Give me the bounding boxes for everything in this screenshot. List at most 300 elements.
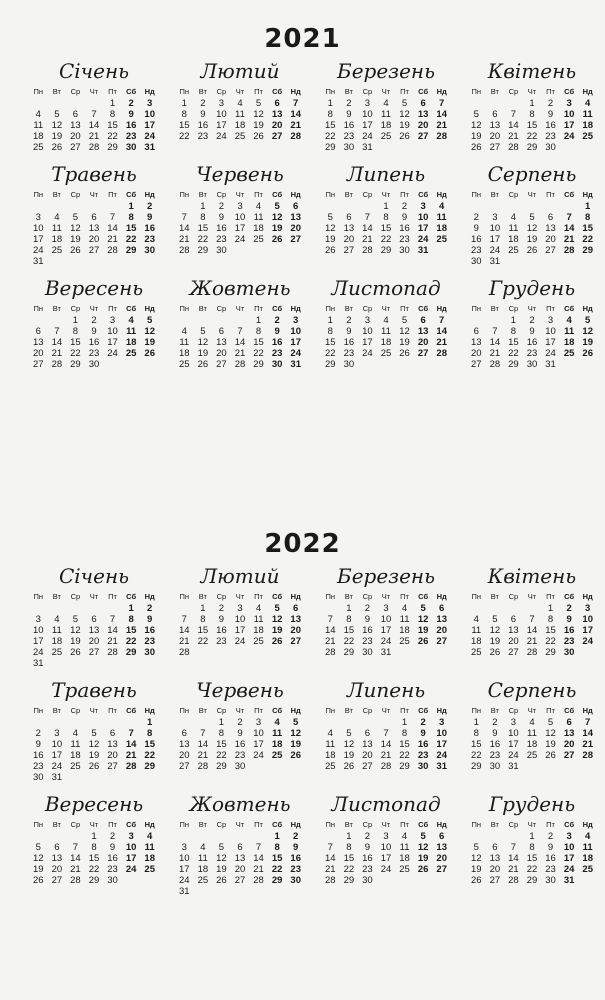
week-row: [29, 739, 159, 750]
day-number: 10: [545, 326, 556, 337]
day-number: 17: [32, 636, 44, 647]
day-number: 18: [563, 337, 575, 348]
month-name: Березень: [337, 564, 435, 588]
day-number: 7: [54, 326, 60, 337]
weekday-label: Сб: [564, 706, 575, 715]
weekday-label: Ср: [362, 304, 373, 313]
weekday-header: [321, 705, 451, 717]
week-row: [321, 625, 451, 636]
day-number: 5: [473, 842, 479, 853]
month-name: Грудень: [488, 792, 576, 816]
week-row: [467, 223, 597, 234]
weekday-label: Ср: [216, 592, 227, 601]
day-number: 20: [32, 348, 44, 359]
week-row: [29, 614, 159, 625]
week-row: [175, 853, 305, 864]
day-number: 19: [271, 625, 283, 636]
day-number: 11: [33, 120, 44, 131]
day-number: 30: [343, 142, 355, 153]
day-number: 13: [88, 625, 100, 636]
day-number: 25: [253, 636, 264, 647]
week-row: [321, 359, 451, 370]
weekday-header: [467, 86, 597, 98]
day-number: 3: [255, 717, 262, 728]
weekday-label: Сб: [272, 592, 283, 601]
day-number: 10: [563, 109, 575, 120]
day-number: 18: [380, 120, 392, 131]
day-number: 10: [362, 326, 373, 337]
weekday-label: Пт: [254, 592, 263, 601]
week-row: [29, 201, 159, 212]
day-number: 27: [417, 131, 429, 142]
day-number: 2: [293, 831, 299, 842]
day-number: 21: [436, 337, 447, 348]
empty-day: [48, 315, 67, 326]
day-number: 8: [327, 109, 333, 120]
day-number: 8: [147, 728, 153, 739]
weekday-header: [467, 189, 597, 201]
day-number: 15: [216, 739, 227, 750]
day-number: 11: [381, 109, 391, 120]
week-row: [175, 875, 305, 886]
day-number: 27: [234, 875, 246, 886]
day-number: 23: [343, 348, 355, 359]
week-row: [321, 853, 451, 864]
weekday-header: [29, 86, 159, 98]
weekday-label: Вт: [344, 304, 353, 313]
day-number: 11: [399, 842, 410, 853]
week-row: [175, 348, 305, 359]
empty-day: [48, 98, 67, 109]
day-number: 3: [420, 201, 426, 212]
day-number: 2: [274, 315, 280, 326]
month-calendar: [321, 159, 451, 267]
day-number: 5: [346, 728, 352, 739]
month-name: Листопад: [331, 792, 441, 816]
day-number: 21: [88, 131, 100, 142]
day-number: 20: [290, 625, 301, 636]
day-number: 9: [346, 326, 352, 337]
week-row: [175, 131, 305, 142]
weekday-label: Ср: [216, 706, 227, 715]
weekday-label: Вт: [52, 592, 61, 601]
empty-day: [231, 831, 250, 842]
weekday-label: Сб: [126, 706, 137, 715]
day-number: 7: [109, 614, 116, 625]
day-number: 28: [563, 245, 575, 256]
day-number: 16: [216, 223, 227, 234]
day-number: 16: [197, 120, 209, 131]
day-number: 5: [401, 315, 408, 326]
week-row: [467, 853, 597, 864]
day-number: 22: [197, 234, 209, 245]
week-row: [467, 625, 597, 636]
day-number: 20: [88, 636, 100, 647]
day-number: 12: [70, 223, 81, 234]
day-number: 25: [144, 864, 155, 875]
day-number: 3: [585, 603, 591, 614]
weekday-label: Пн: [179, 304, 190, 313]
week-row: [321, 142, 451, 153]
day-number: 15: [178, 120, 190, 131]
weekday-label: Чт: [235, 592, 245, 601]
empty-day: [467, 315, 486, 326]
empty-day: [486, 831, 505, 842]
empty-day: [85, 603, 104, 614]
day-number: 20: [470, 348, 482, 359]
day-number: 23: [32, 761, 44, 772]
day-number: 10: [290, 326, 301, 337]
day-number: 23: [362, 636, 373, 647]
day-number: 24: [508, 750, 519, 761]
day-number: 22: [216, 750, 227, 761]
weekday-label: Вт: [344, 190, 353, 199]
week-row: [321, 223, 451, 234]
day-number: 11: [582, 842, 593, 853]
day-number: 15: [343, 625, 355, 636]
day-number: 15: [197, 625, 209, 636]
day-number: 23: [545, 864, 556, 875]
day-number: 8: [346, 614, 352, 625]
day-number: 15: [380, 223, 392, 234]
month-calendar: [29, 159, 159, 267]
day-number: 12: [343, 739, 355, 750]
day-number: 27: [362, 761, 373, 772]
day-number: 22: [324, 348, 336, 359]
day-number: 25: [470, 647, 482, 658]
week-row: [29, 603, 159, 614]
day-number: 21: [526, 636, 538, 647]
day-number: 22: [88, 864, 100, 875]
empty-day: [523, 201, 542, 212]
week-row: [321, 212, 451, 223]
weekday-label: Нд: [144, 87, 155, 96]
empty-day: [504, 98, 523, 109]
weekday-label: Нд: [144, 190, 155, 199]
day-number: 1: [109, 98, 116, 109]
weekday-label: Ср: [70, 592, 81, 601]
weekday-label: Сб: [272, 820, 283, 829]
day-number: 21: [582, 739, 593, 750]
empty-day: [467, 603, 486, 614]
day-number: 7: [181, 614, 187, 625]
empty-day: [48, 831, 67, 842]
month-calendar: [29, 675, 159, 783]
day-number: 12: [470, 120, 482, 131]
day-number: 14: [107, 625, 118, 636]
day-number: 21: [563, 234, 575, 245]
day-number: 24: [216, 131, 227, 142]
day-number: 22: [508, 348, 519, 359]
day-number: 16: [470, 234, 482, 245]
day-number: 9: [401, 212, 408, 223]
day-number: 23: [144, 636, 155, 647]
month-calendar: [321, 789, 451, 897]
day-number: 27: [32, 359, 44, 370]
week-row: [467, 761, 597, 772]
day-number: 4: [439, 201, 445, 212]
day-number: 26: [526, 245, 538, 256]
day-number: 13: [470, 337, 482, 348]
weekday-label: Сб: [564, 820, 575, 829]
day-number: 27: [436, 636, 447, 647]
day-number: 4: [54, 212, 60, 223]
weekday-label: Чт: [89, 190, 99, 199]
weekday-label: Вт: [344, 820, 353, 829]
day-number: 27: [563, 750, 575, 761]
weekday-label: Пт: [254, 87, 263, 96]
day-number: 21: [508, 131, 519, 142]
day-number: 28: [70, 875, 81, 886]
day-number: 20: [107, 750, 118, 761]
weekday-label: Пн: [33, 820, 44, 829]
week-row: [321, 842, 451, 853]
day-number: 2: [566, 603, 572, 614]
day-number: 20: [508, 636, 519, 647]
day-number: 19: [545, 739, 556, 750]
day-number: 10: [125, 842, 137, 853]
day-number: 20: [545, 234, 556, 245]
day-number: 1: [181, 98, 187, 109]
week-row: [29, 772, 159, 783]
weekday-label: Чт: [527, 820, 537, 829]
empty-day: [175, 831, 194, 842]
day-number: 30: [144, 647, 155, 658]
weekday-label: Нд: [144, 304, 155, 313]
day-number: 9: [293, 842, 299, 853]
day-number: 16: [526, 337, 538, 348]
day-number: 30: [144, 245, 155, 256]
day-number: 28: [324, 647, 336, 658]
month-name: Жовтень: [189, 792, 291, 816]
day-number: 3: [383, 603, 389, 614]
day-number: 23: [216, 234, 227, 245]
day-number: 13: [70, 120, 81, 131]
weekday-header: [175, 591, 305, 603]
week-row: [29, 647, 159, 658]
weekday-label: Сб: [126, 304, 137, 313]
day-number: 25: [582, 131, 593, 142]
empty-day: [175, 201, 194, 212]
day-number: 12: [470, 853, 482, 864]
day-number: 27: [107, 761, 118, 772]
weekday-label: Нд: [290, 706, 301, 715]
empty-day: [85, 717, 104, 728]
weekday-label: Пн: [33, 87, 44, 96]
day-number: 8: [72, 326, 79, 337]
week-row: [175, 625, 305, 636]
day-number: 2: [420, 717, 426, 728]
day-number: 4: [274, 717, 280, 728]
day-number: 20: [51, 864, 63, 875]
week-row: [175, 337, 305, 348]
day-number: 18: [70, 750, 81, 761]
empty-day: [66, 603, 85, 614]
weekday-header: [29, 303, 159, 315]
weekday-label: Чт: [527, 190, 537, 199]
day-number: 19: [417, 853, 429, 864]
day-number: 31: [380, 647, 392, 658]
weekday-label: Чт: [381, 87, 391, 96]
week-row: [29, 142, 159, 153]
week-row: [321, 315, 451, 326]
weekday-label: Сб: [418, 820, 429, 829]
day-number: 28: [380, 761, 392, 772]
week-row: [175, 842, 305, 853]
day-number: 10: [380, 842, 392, 853]
month-calendar: [467, 561, 597, 669]
day-number: 31: [417, 245, 429, 256]
weekday-label: Ср: [70, 190, 81, 199]
week-row: [29, 717, 159, 728]
day-number: 3: [364, 315, 371, 326]
day-number: 12: [582, 326, 593, 337]
weekday-label: Нд: [436, 706, 447, 715]
day-number: 11: [564, 326, 575, 337]
day-number: 28: [436, 131, 447, 142]
day-number: 14: [234, 337, 246, 348]
day-number: 7: [439, 315, 445, 326]
week-row: [467, 234, 597, 245]
day-number: 11: [70, 739, 81, 750]
weekday-label: Пт: [108, 304, 117, 313]
day-number: 8: [585, 212, 591, 223]
weekday-label: Нд: [582, 706, 593, 715]
weekday-label: Пт: [546, 820, 555, 829]
day-number: 5: [327, 212, 333, 223]
day-number: 6: [547, 212, 554, 223]
day-number: 26: [88, 761, 100, 772]
day-number: 20: [234, 864, 246, 875]
week-row: [29, 212, 159, 223]
day-number: 3: [147, 98, 153, 109]
day-number: 9: [346, 109, 352, 120]
week-row: [29, 256, 159, 267]
week-row: [467, 348, 597, 359]
week-row: [321, 647, 451, 658]
day-number: 5: [420, 831, 426, 842]
day-number: 12: [526, 223, 538, 234]
empty-day: [29, 717, 48, 728]
weekday-label: Ср: [362, 820, 373, 829]
weekday-label: Чт: [89, 592, 99, 601]
day-number: 19: [51, 131, 63, 142]
day-number: 6: [109, 728, 116, 739]
day-number: 1: [91, 831, 97, 842]
day-number: 14: [324, 625, 336, 636]
day-number: 31: [545, 359, 556, 370]
weekday-label: Ср: [362, 592, 373, 601]
weekday-header: [467, 819, 597, 831]
empty-day: [29, 98, 48, 109]
day-number: 9: [109, 842, 116, 853]
week-row: [467, 109, 597, 120]
day-number: 29: [545, 647, 556, 658]
day-number: 30: [362, 647, 373, 658]
week-row: [467, 647, 597, 658]
day-number: 8: [200, 614, 206, 625]
day-number: 7: [293, 98, 299, 109]
day-number: 27: [470, 359, 482, 370]
month-calendar: [467, 56, 597, 153]
week-row: [175, 886, 305, 897]
day-number: 4: [383, 315, 389, 326]
day-number: 1: [585, 201, 591, 212]
day-number: 15: [88, 853, 100, 864]
weekday-label: Чт: [89, 87, 99, 96]
week-row: [467, 359, 597, 370]
day-number: 24: [362, 131, 373, 142]
weekday-label: Сб: [418, 190, 429, 199]
day-number: 3: [35, 212, 41, 223]
day-number: 16: [107, 853, 118, 864]
weekday-label: Ср: [70, 706, 81, 715]
day-number: 26: [343, 761, 355, 772]
day-number: 18: [399, 625, 410, 636]
day-number: 9: [364, 842, 371, 853]
weekday-label: Чт: [235, 87, 245, 96]
day-number: 13: [216, 337, 227, 348]
day-number: 4: [529, 717, 535, 728]
day-number: 5: [255, 98, 262, 109]
day-number: 12: [545, 728, 556, 739]
month-name: Червень: [196, 678, 284, 702]
day-number: 16: [125, 120, 137, 131]
day-number: 5: [547, 717, 554, 728]
weekday-header: [321, 86, 451, 98]
day-number: 18: [526, 739, 538, 750]
day-number: 2: [218, 603, 225, 614]
day-number: 2: [147, 603, 153, 614]
day-number: 28: [107, 647, 118, 658]
day-number: 22: [399, 750, 410, 761]
day-number: 9: [473, 223, 479, 234]
week-row: [467, 831, 597, 842]
day-number: 4: [237, 98, 243, 109]
day-number: 8: [510, 326, 517, 337]
day-number: 31: [32, 658, 44, 669]
day-number: 22: [197, 636, 209, 647]
empty-day: [175, 315, 194, 326]
weekday-label: Чт: [381, 592, 391, 601]
empty-day: [29, 831, 48, 842]
weekday-label: Чт: [527, 592, 537, 601]
week-row: [175, 647, 305, 658]
day-number: 23: [417, 750, 429, 761]
day-number: 29: [216, 761, 227, 772]
day-number: 11: [381, 326, 391, 337]
day-number: 26: [470, 875, 482, 886]
day-number: 26: [399, 131, 410, 142]
day-number: 17: [32, 234, 44, 245]
day-number: 4: [383, 98, 389, 109]
day-number: 21: [178, 234, 190, 245]
day-number: 11: [179, 337, 190, 348]
weekday-label: Вт: [52, 87, 61, 96]
week-row: [175, 761, 305, 772]
day-number: 15: [107, 120, 118, 131]
day-number: 11: [508, 223, 519, 234]
weekday-label: Сб: [126, 190, 137, 199]
day-number: 7: [327, 614, 333, 625]
day-number: 22: [343, 636, 355, 647]
day-number: 9: [237, 728, 243, 739]
week-row: [29, 348, 159, 359]
day-number: 20: [290, 223, 301, 234]
day-number: 19: [70, 234, 81, 245]
weekday-label: Пн: [471, 87, 482, 96]
weekday-label: Сб: [418, 87, 429, 96]
